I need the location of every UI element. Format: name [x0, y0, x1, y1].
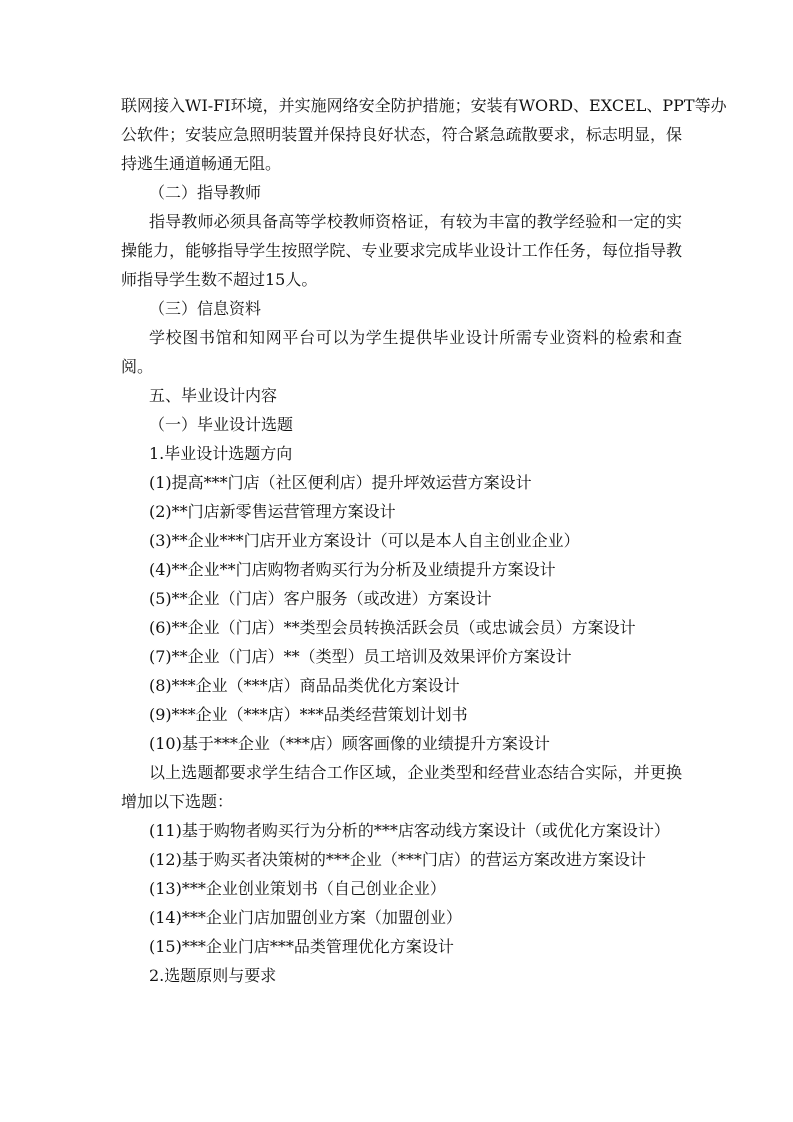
paragraph-line: 以上选题都要求学生结合工作区域，企业类型和经营业态结合实际，并更换 — [149, 763, 682, 782]
paragraph-line: 联网接入WI-FI环境，并实施网络安全防护措施；安装有WORD、EXCEL、PPT等办 — [121, 96, 727, 115]
paragraph-line: 师指导学生数不超过15人。 — [121, 270, 318, 289]
paragraph-line: 操能力，能够指导学生按照学院、专业要求完成毕业设计工作任务，每位指导教 — [121, 241, 682, 260]
list-item: (5)**企业（门店）客户服务（或改进）方案设计 — [149, 589, 492, 608]
paragraph-line: 阅。 — [121, 357, 154, 376]
list-item: (7)**企业（门店）**（类型）员工培训及效果评价方案设计 — [149, 647, 572, 666]
list-item: (9)***企业（***店）***品类经营策划计划书 — [149, 705, 468, 724]
paragraph-line: 增加以下选题： — [121, 792, 234, 811]
list-item: (13)***企业创业策划书（自己创业企业） — [149, 879, 446, 898]
paragraph-line: 学校图书馆和知网平台可以为学生提供毕业设计所需专业资料的检索和查 — [149, 328, 682, 347]
list-item: (8)***企业（***店）商品品类优化方案设计 — [149, 676, 460, 695]
list-item: (10)基于***企业（***店）顾客画像的业绩提升方案设计 — [149, 734, 550, 753]
list-item: (15)***企业门店***品类管理优化方案设计 — [149, 937, 454, 956]
section-heading: （一）毕业设计选题 — [149, 415, 294, 434]
paragraph-line: 持逃生通道畅通无阻。 — [121, 154, 282, 173]
list-item: (12)基于购买者决策树的***企业（***门店）的营运方案改进方案设计 — [149, 850, 646, 869]
list-item: (14)***企业门店加盟创业方案（加盟创业） — [149, 908, 462, 927]
subsection-heading: 2.选题原则与要求 — [149, 966, 277, 985]
paragraph-line: 公软件；安装应急照明装置并保持良好状态，符合紧急疏散要求，标志明显，保 — [121, 125, 682, 144]
list-item: (3)**企业***门店开业方案设计（可以是本人自主创业企业） — [149, 531, 580, 550]
chapter-heading: 五、毕业设计内容 — [149, 386, 278, 405]
list-item: (6)**企业（门店）**类型会员转换活跃会员（或忠诚会员）方案设计 — [149, 618, 636, 637]
subsection-heading: 1.毕业设计选题方向 — [149, 444, 293, 463]
section-heading: （三）信息资料 — [149, 299, 262, 318]
list-item: (1)提高***门店（社区便利店）提升坪效运营方案设计 — [149, 473, 532, 492]
list-item: (2)**门店新零售运营管理方案设计 — [149, 502, 396, 521]
paragraph-line: 指导教师必须具备高等学校教师资格证，有较为丰富的教学经验和一定的实 — [149, 212, 682, 231]
section-heading: （二）指导教师 — [149, 183, 262, 202]
list-item: (11)基于购物者购买行为分析的***店客动线方案设计（或优化方案设计） — [149, 821, 670, 840]
list-item: (4)**企业**门店购物者购买行为分析及业绩提升方案设计 — [149, 560, 556, 579]
